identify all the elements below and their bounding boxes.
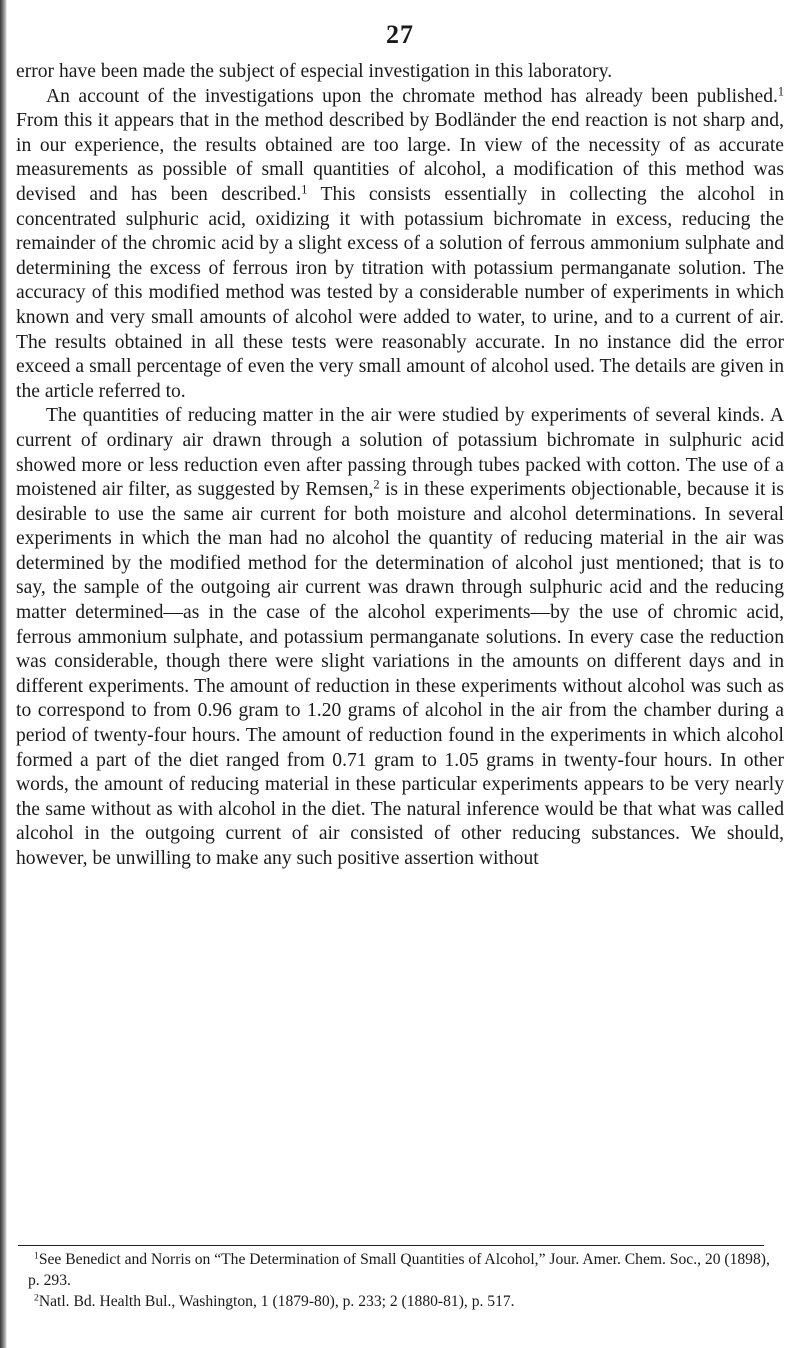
footnote-1-text: See Benedict and Norris on “The Determination of Small Quantities of Alcohol,” Jour. Amer. Chem. Soc., 20 (1898), p. 293. xyxy=(28,1251,770,1289)
paragraph-2-text-b: From this it appears that in the method described by Bodländer the end reaction is not sharp and, in our experience, the results obtained are too large. In view of the necessity of as accurate measurements as possible of small quantities of alcohol, a modification of this method was devised and has been described. xyxy=(16,110,784,205)
body-text xyxy=(16,60,784,872)
paragraph-2-text-c: This consists essentially in collecting the alcohol in concentrated sulphuric acid, oxidizing it with potassium bichromate in excess, reducing the remainder of the chromic acid by a slight excess of a solution of ferrous ammonium sulphate and determining the excess of ferrous iron by titration with potassium permanganate solution. The accuracy of this modified method was tested by a considerable number of experiments in which known and very small amounts of alcohol were added to water, to urine, and to a current of air. The results obtained in all these tests were reasonably accurate. In no instance did the error exceed a small percentage of even the very small amount of alcohol used. The details are given in the article referred to. xyxy=(16,183,784,402)
paragraph-3-text-a: The quantities of reducing matter in the air were studied by experiments of several kinds. A current of ordinary air drawn through a solution of potassium bichromate in sulphuric acid showed more or less reduction even after passing through tubes packed with cotton. The use of a moistened air filter, as suggested by Remsen, xyxy=(16,405,784,501)
paragraph-3-text-b: is in these experiments objectionable, because it is desirable to use the same air current for both moisture and alcohol determinations. In several experiments in which the man had no alcohol the quantity of reducing material in the air was determined by the modified method for the determination of alcohol just mentioned; that is to say, the sample of the outgoing air current was drawn through sulphuric acid and the reducing matter determined—as in the case of the alcohol experiments—by the use of chromic acid, ferrous ammonium sulphate, and potassium permanganate solutions. In every case the reduction was considerable, though there were slight variations in the amounts on different days and in different experiments. The amount of reduction in these experiments without alcohol was such as to correspond to from 0.96 gram to 1.20 grams of alcohol in the air from the chamber during a period of twenty-four hours. The amount of reduction found in the experiments in which alcohol formed a part of the diet ranged from 0.71 gram to 1.05 grams in twenty-four hours. In other words, the amount of reducing material in these particular experiments appears to be very nearly the same without as with alcohol in the diet. The natural inference would be that what was called alcohol in the outgoing current of air consisted of other reducing substances. We should, however, be unwilling to make any such positive assertion without xyxy=(16,479,785,869)
paragraph-2 xyxy=(16,85,784,405)
footnote-1 xyxy=(28,1249,778,1291)
page-binding-edge xyxy=(0,0,7,1348)
footnote-ref-1: 1 xyxy=(777,83,784,98)
footnote-1-marker: 1 xyxy=(34,1250,39,1262)
footnotes xyxy=(28,1249,778,1312)
footnote-ref-1-second: 1 xyxy=(301,182,308,197)
footnote-ref-2: 2 xyxy=(373,477,380,492)
paragraph-3 xyxy=(16,404,784,871)
paragraph-1 xyxy=(16,60,784,85)
paragraph-1-text: error have been made the subject of especial investigation in this laboratory. xyxy=(16,61,613,82)
footnote-2-text: Natl. Bd. Health Bul., Washington, 1 (1879-80), p. 233; 2 (1880-81), p. 517. xyxy=(38,1293,515,1310)
footnote-divider xyxy=(18,1245,764,1246)
footnote-2-marker: 2 xyxy=(34,1292,39,1304)
paragraph-2-text-a: An account of the investigations upon the chromate method has already been published. xyxy=(46,85,778,107)
page-number: 27 xyxy=(386,20,414,49)
footnote-2 xyxy=(28,1291,778,1312)
